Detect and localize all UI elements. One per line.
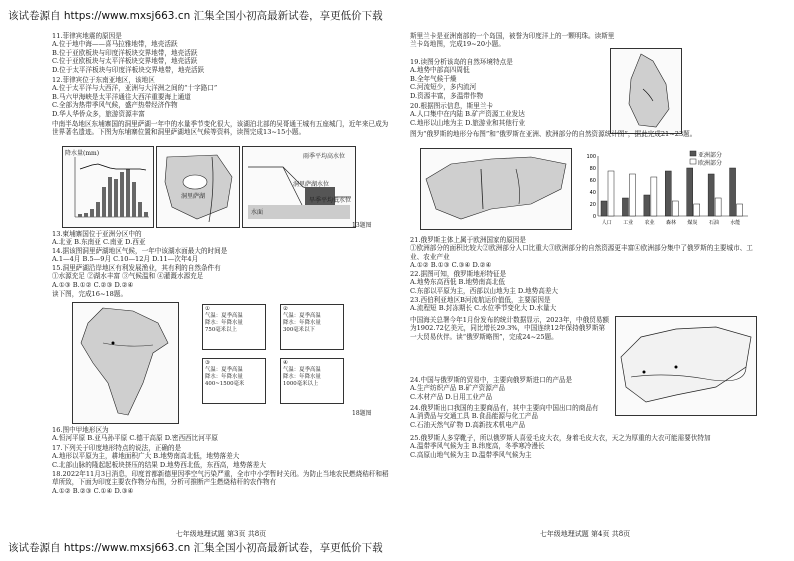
intro-24-25: 中国海关总署今年1月份发布的统计数据显示，2023年，中俄贸易额为1902.72亿美元，同比增长29.3%，中国连续12年保持俄罗斯第一大贸易伙伴。读“俄罗斯略图”，完成24~25题。 — [410, 316, 610, 341]
legend-swatch-asia — [690, 151, 696, 156]
question-14: 14.据该图洞里萨湖地区气候，一年中该湖水面最大的时间是 A.1—4月 B.5—9月 C.10—12月 D.11—次年4月 — [52, 247, 228, 264]
question-17: 17.下列关于印度地形特点的说法，正确的是 A.地形以平原为主，耕地面积广大 B.地势南高北低，地势落差大 C.北部山脉的隆起起板块挤压的结果 D.地势西北低，东西高，地势落差大 — [52, 444, 266, 469]
intro-21-23: 图为“俄罗斯的地形分布图”和“俄罗斯在亚洲、欧洲部分的自然资源统计图”，据此完成21~23题。 — [410, 130, 697, 138]
y-tick-label: 40 — [589, 190, 596, 196]
climate-box-4: ④ 气温：夏季高温 降水：年降水量 1000毫米以上 — [280, 358, 344, 404]
right-page — [410, 24, 760, 537]
bar-europe — [737, 204, 743, 216]
bar-asia — [601, 201, 607, 216]
y-tick-label: 60 — [589, 178, 596, 184]
question-11: 11.菲律宾地震的原因是 A.位于地中海——喜马拉雅地带，地壳活跃 B.位于亚欧板块与印度洋板块交界地带，地壳活跃 C.位于亚欧板块与太平洋板块交界地带，地壳活跃 D.位于太平洋板块与印度洋板块交界地带，地壳活跃 — [52, 32, 205, 74]
fig13-caption: 13题图 — [352, 222, 372, 229]
climate-box-2: ② 气温：夏季高温 降水：年降水量 300毫米以下 — [280, 304, 344, 350]
bottom-banner: 该试卷源自 https://www.mxsj663.cn 汇集全国小初高最新试卷，享更低价下载 — [8, 542, 383, 554]
cambodia-map-figure: 洞里萨湖 — [156, 146, 240, 228]
climate-chart-figure: 降水量(mm) — [62, 146, 154, 228]
question-24b: 24.俄罗斯出口我国的主要商品有，其中主要向中国出口的商品有 A.消费品与交通工具 B.食品能源与化工产品 C.石油天然气矿物 D.高新技术机电产品 — [410, 404, 599, 429]
x-tick-label: 石油 — [708, 220, 719, 226]
bar-europe — [715, 198, 721, 216]
fig16-caption: 18题图 — [352, 410, 372, 417]
question-22: 22.据图可知，俄罗斯地形特征是 A.地势东高西低 B.地势南高北低 C.东部以平原为主，西部以山地为主 D.地势高差大 — [410, 270, 559, 295]
climate-box-1: ① 气温：夏季高温 降水：年降水量 750毫米以上 — [202, 304, 266, 350]
intro-19-20: 斯里兰卡是亚洲南部的一个岛国，被誉为印度洋上的一颗明珠。读斯里兰卡岛地图，完成19~20小题。 — [410, 32, 615, 49]
x-tick-label: 工业 — [623, 220, 634, 226]
legend-swatch-europe — [690, 159, 696, 164]
y-tick-label: 0 — [592, 214, 596, 220]
bar-europe — [651, 177, 657, 216]
russia-terrain-map-figure — [420, 148, 572, 230]
question-12: 12.菲律宾位于东南亚地区，该地区 A.位于太平洋与大西洋，亚洲与大洋洲之间的“十字路口” B.马六甲海峡是太平洋通往大西洋重要海上通道 C.全部为热带季风气候，盛产热带经济作物 D.华人华侨众多，旅游资源丰富 — [52, 76, 218, 118]
bar-asia — [644, 195, 650, 216]
resource-bar-chart — [582, 148, 752, 232]
x-tick-label: 农业 — [644, 220, 655, 226]
question-18: 18.2022年11月3日消息，印度首都新德里因季空气污染严重，全市中小学暂时关闭。为防止当地农民燃烧秸秆和稻草所致，下面为印度主要农作物分布图，分析可推断产生燃烧秸秆的农作物有 A.①② B.②③ C.①④ D.③④ — [52, 470, 389, 495]
bar-asia — [622, 198, 628, 216]
x-tick-label: 人口 — [601, 220, 612, 226]
question-25: 25.俄罗斯人多穿靴子，所以俄罗斯人喜爱毛皮大衣，身着毛皮大衣，天之为厚重的大衣可能需要伏特加 A.温带季风气候为主 B.纬度高，冬季寒冷漫长 C.高原山地气候为主 D.温带季风气候为主 — [410, 434, 711, 459]
bar-chart-svg — [582, 148, 752, 232]
x-tick-label: 水能 — [730, 220, 741, 226]
question-21: 21.俄罗斯主体上属于欧洲国家的原因是 ①欧洲部分的面积比较大②欧洲部分人口比重大③欧洲部分的自然资源更丰富④欧洲部分集中了俄罗斯的主要城市、工业、农业产业 A.①② B.①③ C.③④ D.②④ — [410, 236, 753, 270]
x-tick-label: 森林 — [665, 220, 677, 226]
left-page — [52, 24, 390, 537]
question-19: 19.读图分析该岛的自然环境特点是 A.地势中部高四周低 B.全年气候干燥 C.河流短少，多内流河 D.资源丰富，多温带作物 — [410, 58, 513, 100]
climate-box-3: ③ 气温：夏季高温 降水：年降水量 400~1500毫米 — [202, 358, 266, 404]
y-tick-label: 20 — [589, 202, 596, 208]
bar-asia — [730, 168, 736, 216]
left-footer: 七年级地理试题 第3页 共8页 — [175, 530, 267, 538]
question-15: 15.洞里萨湖沿岸地区有利发展渔业，其有利的自然条件有 ①水源充足 ②湖水丰富 ③气候温和 ④灌溉水源充足 A.①③ B.①② C.②③ D.②④ — [52, 264, 221, 289]
intro-13-15: 中南半岛地区东埔寨国的洞里萨湖一年中的水量季节变化很大，该湖泊北部的吴哥通王城有五座城门，近年来已成为世界著名遗迹。下图为东埔寨位置和洞里萨湖地区气候等资料，读图完成13~15小题。 — [52, 120, 389, 137]
bar-europe — [608, 171, 614, 216]
question-20: 20.根据图示信息，斯里兰卡 A.人口集中在内陆 B.矿产资源工业发达 C.地形以山地为主 D.旅游业和其他行业 — [410, 102, 526, 127]
question-24: 24.中国与俄罗斯的贸易中，主要向俄罗斯进口的产品是 A.生产纺织产品 B.矿产资源产品 C.木材产品 D.日用工业产品 — [410, 376, 573, 401]
top-banner: 该试卷源自 https://www.mxsj663.cn 汇集全国小初高最新试卷，享更低价下载 — [8, 10, 383, 22]
question-23: 23.西伯利亚地区B河流航运价值低，主要原因是 A.流程短 B.封冻期长 C.水位季节变化大 D.水量大 — [410, 296, 557, 313]
y-tick-label: 80 — [589, 166, 596, 172]
x-tick-label: 煤炭 — [687, 220, 698, 226]
legend-europe: 欧洲部分 — [698, 160, 723, 167]
y-tick-label: 100 — [586, 154, 596, 160]
right-footer: 七年级地理试题 第4页 共8页 — [539, 530, 631, 538]
russia-outline-map-figure — [615, 316, 757, 416]
question-13: 13.柬埔寨国位于亚洲分区中的 A.北亚 B.东南亚 C.南亚 D.西亚 — [52, 230, 146, 247]
bar-europe — [672, 201, 678, 216]
lake-level-figure: 雨季平均高水位 洞里萨湖水位 旱季平均低水位 水面 — [242, 146, 356, 228]
bar-asia — [708, 174, 714, 216]
bar-asia — [687, 168, 693, 216]
intro-16-18: 读下图，完成16~18题。 — [52, 290, 128, 298]
bar-asia — [665, 171, 671, 216]
india-map-figure — [72, 302, 179, 424]
bar-europe — [629, 174, 635, 216]
bar-europe — [694, 204, 700, 216]
question-16: 16.图中甲地形区为 A.恒河平原 B.亚马孙平原 C.德干高原 D.密西西比河平原 — [52, 426, 219, 443]
legend-asia: 亚洲部分 — [698, 152, 723, 159]
